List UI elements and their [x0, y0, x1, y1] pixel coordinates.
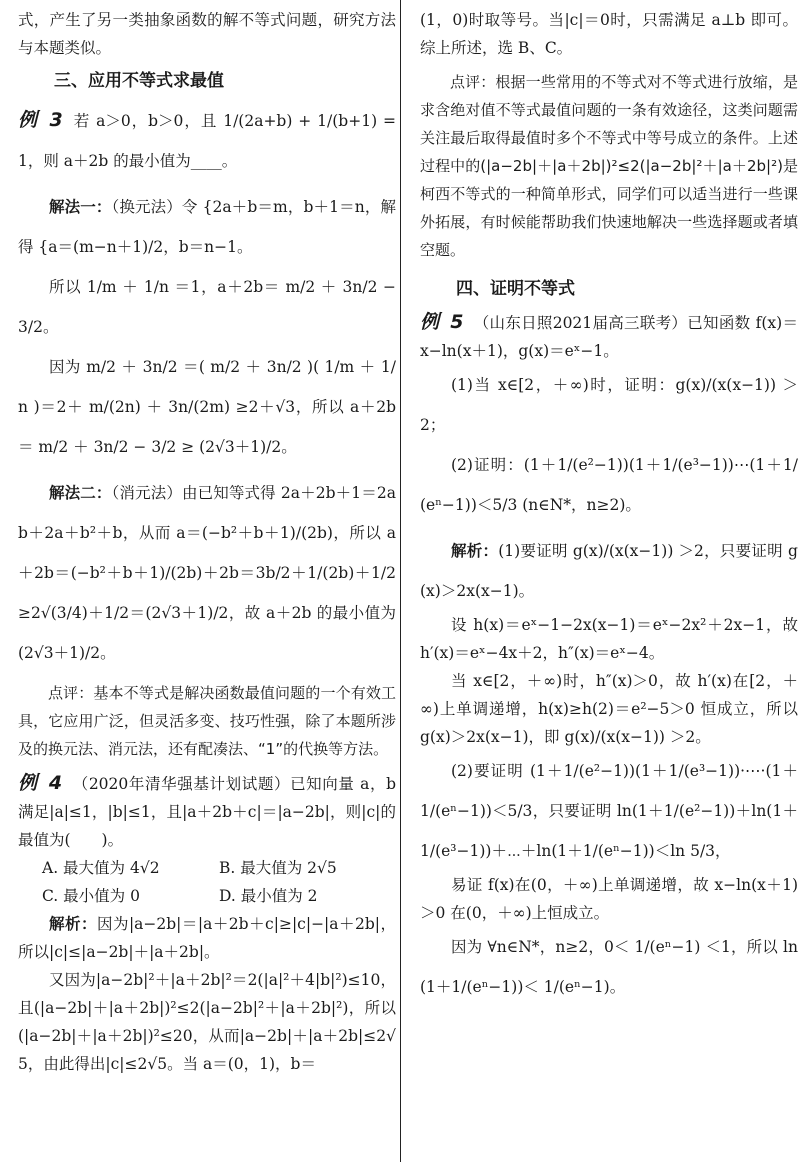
example-3-text: 若 a＞0，b＞0，且 1/(2a+b) + 1/(b+1) =1，则 a＋2b 的最小值为____。: [18, 112, 397, 170]
analysis-4-part-b: 又因为|a−2b|²＋|a＋2b|²＝2(|a|²＋4|b|²)≤10，且(|a−2b|＋|a＋2b|)²≤2(|a−2b|²＋|a＋2b|²)，所以(|a−2b|＋|a＋2b|)²≤20，从而|a−2b|＋|a＋2b|≤2√5，由此得出|c|≤2√5。当 a＝(0，1)，b＝: [18, 971, 396, 1073]
analysis-5-part-c: 当 x∈[2，＋∞)时，h″(x)＞0，故 h′(x)在[2，＋∞)上单调递增，h(x)≥h(2)＝e²−5＞0 恒成立，所以 g(x)＞2x(x−1)，即 g(x)/(x(x−1)) ＞2。: [420, 672, 798, 746]
solution-2: [18, 473, 396, 673]
option-b: B. 最大值为 2√5: [219, 859, 337, 877]
solution-1-part-b: 所以 1/m ＋ 1/n ＝1，a＋2b＝ m/2 ＋ 3n/2 − 3/2。: [18, 278, 396, 336]
analysis-4-part-a: [18, 910, 396, 966]
section-heading-3: 三、应用不等式求最值: [54, 71, 224, 91]
analysis-5-part-d: (2)要证明 (1＋1/(e²−1))(1＋1/(e³−1))·⋯·(1＋1/(eⁿ−1))＜5/3，只要证明 ln(1＋1/(e²−1))＋ln(1＋1/(e³−1))＋⋯＋ln(1＋1/(eⁿ−1))＜ln 5/3，: [420, 762, 798, 860]
continued-paragraph: 式，产生了另一类抽象函数的解不等式问题，研究方法与本题类似。: [18, 11, 396, 57]
analysis-5-part-b: 设 h(x)＝eˣ−1−2x(x−1)＝eˣ−2x²＋2x−1，故 h′(x)＝eˣ−4x＋2，h″(x)＝eˣ−4。: [420, 616, 798, 662]
example-3-tag: 例 3: [18, 109, 65, 131]
solution-1-label: 解法一：: [49, 198, 112, 216]
analysis-5-label: 解析：: [451, 542, 499, 560]
solution-1-text-a: （换元法）令 {2a＋b＝m，b＋1＝n，解得 {a＝(m−n＋1)/2，b＝n−1。: [18, 198, 396, 256]
example-4-options: [18, 854, 396, 910]
analysis-4-label: 解析：: [49, 915, 97, 933]
option-c: C. 最小值为 0: [42, 887, 140, 905]
right-column: [420, 6, 798, 1007]
example-5-question-1: (1)当 x∈[2，＋∞)时，证明：g(x)/(x(x−1)) ＞2；: [420, 376, 798, 434]
section-heading-4: 四、证明不等式: [456, 279, 575, 299]
option-d: D. 最小值为 2: [219, 887, 318, 905]
example-5-text: （山东日照2021届高三联考）已知函数 f(x)＝x−ln(x＋1)，g(x)＝eˣ−1。: [420, 314, 798, 360]
column-divider: [400, 0, 401, 1162]
solution-2-label: 解法二：: [49, 484, 112, 502]
analysis-5-part-a: [420, 531, 798, 611]
option-a: A. 最大值为 4√2: [42, 859, 160, 877]
continued-analysis-4: (1，0)时取等号。当|c|＝0时，只需满足 a⊥b 即可。综上所述，选 B、C。: [420, 11, 798, 57]
analysis-5-part-f: 因为 ∀n∈N*，n≥2，0＜ 1/(eⁿ−1) ＜1，所以 ln(1＋1/(eⁿ−1))＜ 1/(eⁿ−1)。: [420, 938, 798, 996]
remark-3: 点评：基本不等式是解决函数最值问题的一个有效工具，它应用广泛，但灵活多变、技巧性强，除了本题所涉及的换元法、消元法，还有配凑法、“1”的代换等方法。: [18, 684, 396, 758]
example-5-question-2: (2)证明：(1＋1/(e²−1))(1＋1/(e³−1))⋯(1＋1/(eⁿ−1))＜5/3 (n∈N*，n≥2)。: [420, 456, 798, 514]
solution-2-text: （消元法）由已知等式得 2a＋2b＋1＝2ab＋2a＋b²＋b，从而 a＝(−b²＋b＋1)/(2b)，所以 a＋2b＝(−b²＋b＋1)/(2b)＋2b＝3b/2＋1/(2b)＋1/2≥2√(3/4)＋1/2＝(2√3＋1)/2，故 a＋2b 的最小值为 (2√3＋1)/2。: [18, 484, 396, 662]
example-3: [18, 100, 396, 181]
solution-1-part-c: 因为 m/2 ＋ 3n/2 ＝( m/2 ＋ 3n/2 )( 1/m ＋ 1/n )＝2＋ m/(2n) ＋ 3n/(2m) ≥2＋√3，所以 a＋2b＝ m/2 ＋ 3n/2 − 3/2 ≥ (2√3＋1)/2。: [18, 358, 396, 456]
example-4: [18, 769, 396, 854]
analysis-5-text-a: (1)要证明 g(x)/(x(x−1)) ＞2，只要证明 g(x)＞2x(x−1)。: [420, 542, 798, 600]
left-column: [18, 6, 396, 1078]
example-5: [420, 308, 798, 365]
solution-1-part-a: [18, 187, 396, 267]
example-5-tag: 例 5: [420, 311, 466, 333]
analysis-5-part-e: 易证 f(x)在(0，＋∞)上单调递增，故 x−ln(x＋1)＞0 在(0，＋∞)上恒成立。: [420, 876, 798, 922]
example-4-text: （2020年清华强基计划试题）已知向量 a，b 满足|a|≤1，|b|≤1，且|a＋2b＋c|＝|a−2b|，则|c|的最值为( )。: [18, 775, 396, 849]
example-4-tag: 例 4: [18, 772, 65, 794]
analysis-4-text-a: 因为|a−2b|＝|a＋2b＋c|≥|c|−|a＋2b|，所以|c|≤|a−2b|＋|a＋2b|。: [18, 915, 396, 961]
remark-4: 点评：根据一些常用的不等式对不等式进行放缩，是求含绝对值不等式最值问题的一条有效途径，这类问题需关注最后取得最值时多个不等式中等号成立的条件。上述过程中的(|a−2b|＋|a＋2b|)²≤2(|a−2b|²＋|a＋2b|²)是柯西不等式的一种简单形式，同学们可以适当进行一些课外拓展，有时候能帮助我们快速地解决一些选择题或者填空题。: [420, 73, 798, 259]
